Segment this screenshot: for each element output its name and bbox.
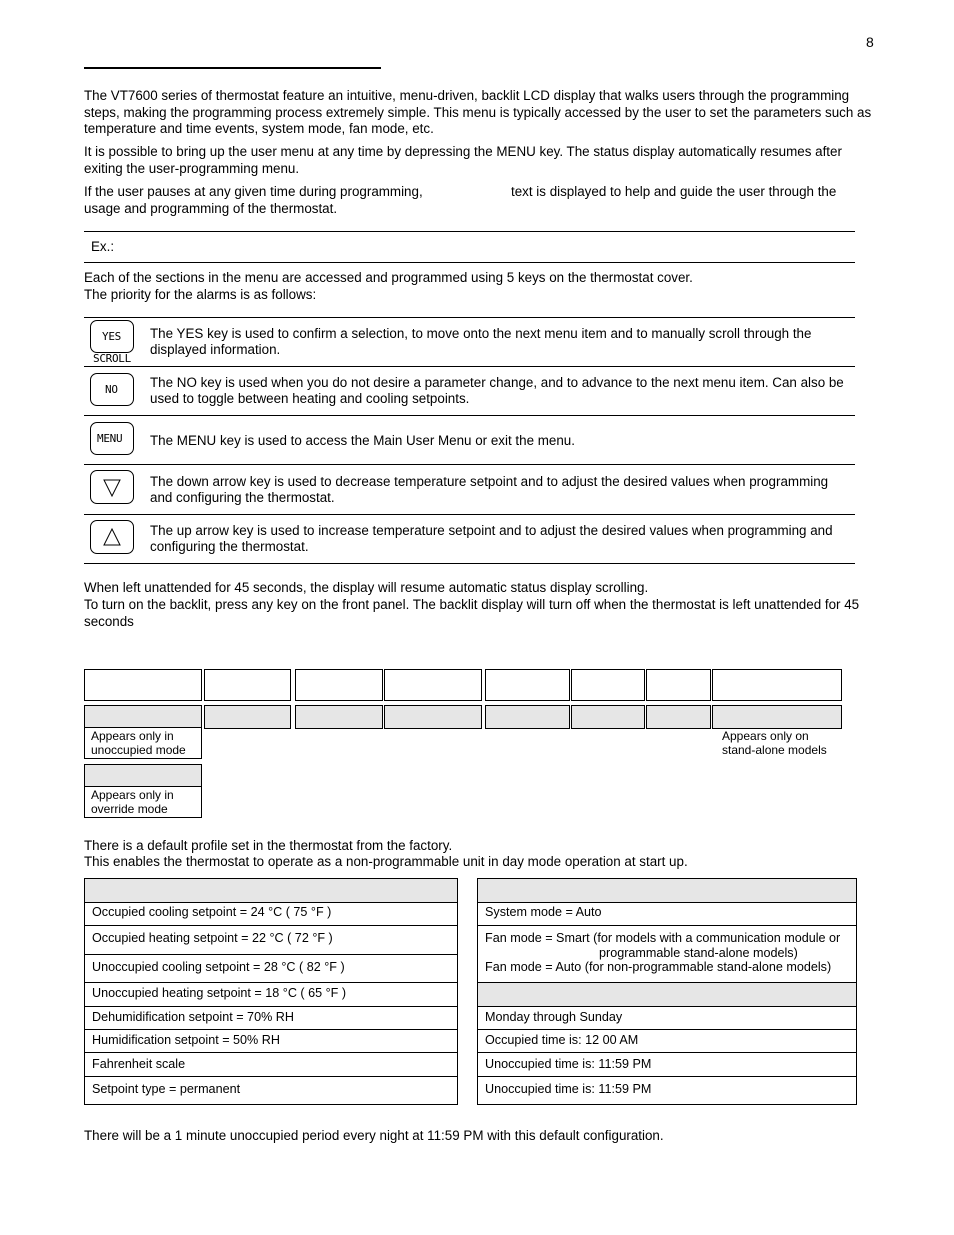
schedule-header bbox=[477, 982, 857, 1007]
yes-key-label: YES bbox=[102, 330, 121, 343]
left-table-cell: Fahrenheit scale bbox=[92, 1057, 186, 1071]
menu-item-box bbox=[485, 669, 570, 701]
menu-sub-box bbox=[295, 705, 383, 729]
footer-note: There will be a 1 minute unoccupied period every night at 11:59 PM with this default configuration. bbox=[84, 1128, 664, 1143]
down-arrow-icon bbox=[91, 471, 133, 503]
down-arrow-key bbox=[90, 470, 134, 504]
example-label: Ex.: bbox=[91, 239, 115, 254]
menu-item-box bbox=[646, 669, 711, 701]
fan-mode-smart-line-2: programmable stand-alone models) bbox=[599, 946, 798, 960]
example-top-rule bbox=[84, 231, 855, 232]
standalone-note: Appears only on stand-alone models bbox=[722, 729, 827, 757]
schedule-cell: Occupied time is: 12 00 AM bbox=[485, 1033, 639, 1047]
section-heading-underline bbox=[84, 67, 381, 69]
menu-key bbox=[90, 422, 134, 455]
left-table-cell: Dehumidification setpoint = 70% RH bbox=[92, 1010, 294, 1024]
no-key-label: NO bbox=[105, 383, 118, 396]
intro-paragraph-3-line2: usage and programming of the thermostat. bbox=[84, 200, 338, 216]
key-table-rule bbox=[84, 317, 855, 318]
override-menu-box bbox=[84, 764, 202, 788]
left-table-cell: Humidification setpoint = 50% RH bbox=[92, 1033, 280, 1047]
menu-item-box bbox=[84, 669, 202, 701]
key-table-rule bbox=[84, 464, 855, 465]
schedule-cell: Monday through Sunday bbox=[485, 1010, 623, 1024]
menu-item-box bbox=[384, 669, 482, 701]
left-table-cell: Occupied heating setpoint = 22 °C ( 72 °F ) bbox=[92, 931, 333, 945]
menu-sub-box bbox=[384, 705, 482, 729]
override-note-box bbox=[84, 786, 202, 818]
unattended-line-1: When left unattended for 45 seconds, the display will resume automatic status display scrolling. bbox=[84, 580, 649, 595]
down-arrow-key-description: The down arrow key is used to decrease temperature setpoint and to adjust the desired values when programming and configuring the thermostat. bbox=[150, 474, 829, 506]
left-table-cell: Occupied cooling setpoint = 24 °C ( 75 °F ) bbox=[92, 905, 332, 919]
menu-item-box bbox=[712, 669, 842, 701]
default-profile-line-1: There is a default profile set in the thermostat from the factory. bbox=[84, 838, 453, 853]
key-table-rule bbox=[84, 563, 855, 564]
menu-sub-box bbox=[712, 705, 842, 729]
up-arrow-key-description: The up arrow key is used to increase temperature setpoint and to adjust the desired values when programming and configuring the thermostat. bbox=[150, 523, 833, 555]
intro-paragraph-1: The VT7600 series of thermostat feature an intuitive, menu-driven, backlit LCD display that walks users through the programming steps, making the programming process extremely simple. This menu is typically accessed by the user to set the parameters such as temperature and time events, system mode, fan mode, etc. bbox=[84, 88, 872, 136]
menu-key-label: MENU bbox=[97, 432, 123, 445]
left-table-header bbox=[84, 878, 458, 903]
up-arrow-icon bbox=[91, 521, 133, 553]
example-bottom-rule bbox=[84, 262, 855, 263]
key-table-rule bbox=[84, 366, 855, 367]
menu-sub-box bbox=[646, 705, 711, 729]
override-note: Appears only in override mode bbox=[91, 788, 174, 816]
keys-intro-line-1: Each of the sections in the menu are accessed and programmed using 5 keys on the thermostat cover. bbox=[84, 270, 693, 285]
no-key bbox=[90, 373, 134, 406]
yes-key-description: The YES key is used to confirm a selection, to move onto the next menu item and to manually scroll through the displayed information. bbox=[150, 326, 812, 358]
up-arrow-key bbox=[90, 520, 134, 554]
no-key-description: The NO key is used when you do not desire a parameter change, and to advance to the next menu item. Can also be used to toggle between heating and cooling setpoints. bbox=[150, 375, 844, 407]
unoccupied-note: Appears only in unoccupied mode bbox=[91, 729, 186, 757]
intro-paragraph-3 bbox=[84, 184, 874, 217]
menu-item-box bbox=[295, 669, 383, 701]
default-profile-line-2: This enables the thermostat to operate as a non-programmable unit in day mode operation at start up. bbox=[84, 854, 688, 869]
fan-mode-smart-line-1: Fan mode = Smart (for models with a communication module or bbox=[485, 931, 841, 945]
right-table-header bbox=[477, 878, 857, 903]
menu-item-box bbox=[204, 669, 291, 701]
unattended-line-2: To turn on the backlit, press any key on the front panel. The backlit display will turn off when the thermostat is left unattended for 45 seconds bbox=[84, 597, 860, 629]
menu-sub-box bbox=[571, 705, 645, 729]
menu-sub-box bbox=[204, 705, 291, 729]
left-table-cell: Unoccupied heating setpoint = 18 °C ( 65 °F ) bbox=[92, 986, 347, 1000]
scroll-key-label: SCROLL bbox=[93, 352, 131, 365]
key-table-rule bbox=[84, 415, 855, 416]
yes-scroll-key bbox=[90, 320, 134, 353]
intro-paragraph-3-start: If the user pauses at any given time during programming, bbox=[84, 184, 423, 199]
left-table-cell: Unoccupied cooling setpoint = 28 °C ( 82 °F ) bbox=[92, 960, 345, 974]
page-number: 8 bbox=[866, 34, 874, 50]
fan-mode-auto: Fan mode = Auto (for non-programmable stand-alone models) bbox=[485, 960, 832, 974]
schedule-cell: Unoccupied time is: 11:59 PM bbox=[485, 1057, 652, 1071]
left-table-cell: Setpoint type = permanent bbox=[92, 1082, 241, 1096]
intro-paragraph-3-end: text is displayed to help and guide the user through the bbox=[511, 184, 837, 199]
menu-sub-box bbox=[84, 705, 202, 729]
menu-key-description: The MENU key is used to access the Main User Menu or exit the menu. bbox=[150, 433, 575, 448]
keys-intro-line-2: The priority for the alarms is as follows: bbox=[84, 287, 317, 302]
menu-item-box bbox=[571, 669, 645, 701]
intro-paragraph-2: It is possible to bring up the user menu at any time by depressing the MENU key. The status display automatically resumes after exiting the user-programming menu. bbox=[84, 144, 842, 176]
menu-sub-box bbox=[485, 705, 570, 729]
unoccupied-note-box bbox=[84, 727, 202, 759]
schedule-cell: Unoccupied time is: 11:59 PM bbox=[485, 1082, 652, 1096]
key-table-rule bbox=[84, 514, 855, 515]
system-mode-cell: System mode = Auto bbox=[485, 905, 602, 919]
